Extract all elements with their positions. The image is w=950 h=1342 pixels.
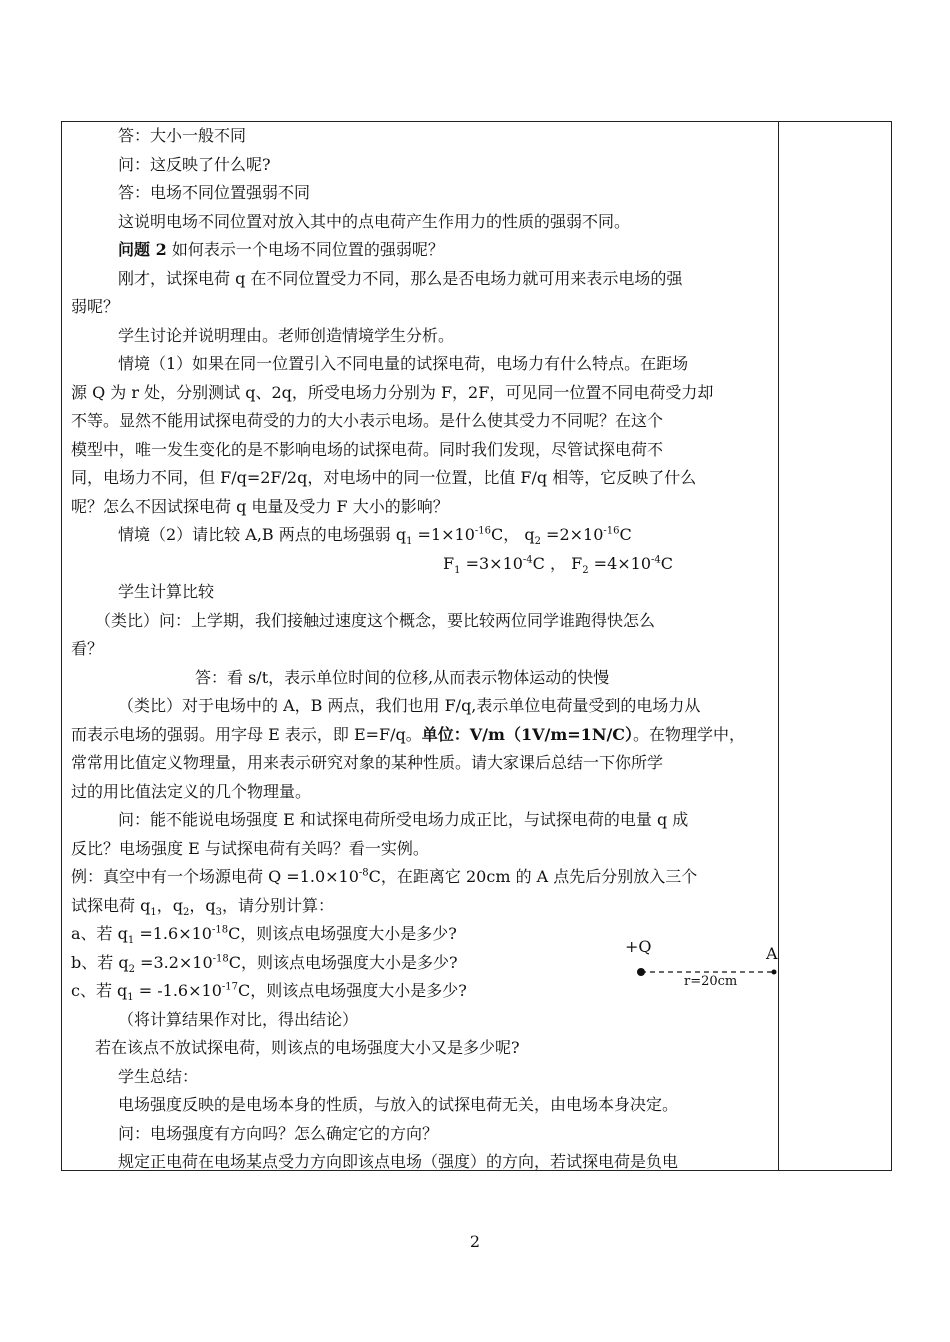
text-line: 问：电场强度有方向吗？怎么确定它的方向？ <box>118 1123 439 1143</box>
text-line: 反比？电场强度 E 与试探电荷有关吗？看一实例。 <box>71 838 429 858</box>
text-line: 不等。显然不能用试探电荷受的力的大小表示电场。是什么使其受力不同呢？在这个 <box>71 411 664 430</box>
text-line: 同，电场力不同，但 F/q=2F/2q，对电场中的同一位置，比值 F/q 相等，它反映了什么 <box>71 468 697 487</box>
text-line: 学生总结： <box>118 1066 199 1086</box>
text-line: 模型中，唯一发生变化的是不影响电场的试探电荷。同时我们发现，尽管试探电荷不 <box>71 439 664 459</box>
formula-line: 试探电荷 $q_1$，$q_2$，$q_3$，请分别计算： <box>71 895 334 918</box>
text-line: 学生计算比较 <box>118 582 215 601</box>
text-line: 弱呢？ <box>71 297 120 316</box>
text-line: 电场强度反映的是电场本身的性质，与放入的试探电荷无关，由电场本身决定。 <box>118 1095 679 1114</box>
formula-line: 情境（2）请比较 A,B 两点的电场强弱 $q_1 =1\times 10^{-16}C$， $q_2 =2\times 10^{-16}C$ <box>118 525 632 548</box>
text-line: 源 Q 为 r 处，分别测试 q、2q，所受电场力分别为 F，2F，可见同一位置不同电荷受力却 <box>71 382 714 402</box>
unit-definition: 单位：V/m（1V/m=1N/C） <box>421 724 634 744</box>
page-number: 2 <box>469 1232 481 1251</box>
text-line: 规定正电荷在电场某点受力方向即该点电场（强度）的方向，若试探电荷是负电 <box>118 1152 679 1171</box>
text-line: 情境（1）如果在同一位置引入不同电量的试探电荷，电场力有什么特点。在距场 <box>118 354 689 373</box>
text-line: 而表示电场的强弱。用字母 E 表示，即 E=F/q。单位：V/m（1V/m=1N/C）。在物理学中， <box>71 724 746 744</box>
formula-line: b、若 $q_2 =3.2\times 10^{-18}C$，则该点电场强度大小是多少? <box>71 952 458 975</box>
text-line: 问：这反映了什么呢? <box>118 154 271 174</box>
distance-label: r=20cm <box>684 974 738 989</box>
text-line: 这说明电场不同位置对放入其中的点电荷产生作用力的性质的强弱不同。 <box>118 211 631 231</box>
question-text: 如何表示一个电场不同位置的强弱呢？ <box>171 240 444 259</box>
question-heading <box>71 236 771 265</box>
text-line: （将计算结果作对比，得出结论） <box>118 1009 359 1029</box>
point-label: A <box>766 944 778 963</box>
formula-line: 例：真空中有一个场源电荷 $Q =1.0\times 10^{-8}C$，在距离它 20cm 的 A 点先后分别放入三个 <box>71 867 698 886</box>
text-line: 答：电场不同位置强弱不同 <box>118 183 311 202</box>
text-line: 看？ <box>71 639 104 658</box>
text-line: 学生讨论并说明理由。老师创造情境学生分析。 <box>118 325 455 345</box>
text-line: 答：大小一般不同 <box>118 126 247 145</box>
point-a-dot <box>772 970 777 975</box>
charge-label: +Q <box>625 937 652 956</box>
lesson-table <box>61 121 892 1171</box>
lesson-content <box>71 122 771 1177</box>
text-line: 过的用比值法定义的几个物理量。 <box>71 781 312 801</box>
text-line: 答：看 s/t，表示单位时间的位移,从而表示物体运动的快慢 <box>195 667 610 687</box>
formula-line: a、若 $q_1 =1.6\times 10^{-18}C$，则该点电场强度大小是多少? <box>71 924 457 947</box>
charge-diagram <box>622 936 782 996</box>
question-label: 问题 2 <box>118 240 167 259</box>
text-line: 问：能不能说电场强度 E 和试探电荷所受电场力成正比，与试探电荷的电量 q 成 <box>118 810 689 829</box>
text-line: （类比）对于电场中的 A，B 两点，我们也用 F/q,表示单位电荷量受到的电场力从 <box>118 696 701 715</box>
formula-line: $F_1 =3\times 10^{-4}C$ ， $F_2 =4\times 10^{-4}C$ <box>443 553 674 576</box>
text-line: 若在该点不放试探电荷，则该点的电场强度大小又是多少呢? <box>95 1038 520 1057</box>
formula-line: c、若 $q_1 = -1.6\times 10^{-17}C$，则该点电场强度大小是多少? <box>71 981 467 1004</box>
text-line: 刚才，试探电荷 q 在不同位置受力不同，那么是否电场力就可用来表示电场的强 <box>118 268 683 288</box>
text-line: 常常用比值定义物理量，用来表示研究对象的某种性质。请大家课后总结一下你所学 <box>71 753 664 772</box>
text-line: 呢？怎么不因试探电荷 q 电量及受力 F 大小的影响？ <box>71 496 449 516</box>
text-line: （类比）问：上学期，我们接触过速度这个概念，要比较两位同学谁跑得快怎么 <box>95 610 656 630</box>
column-divider <box>778 122 779 1170</box>
